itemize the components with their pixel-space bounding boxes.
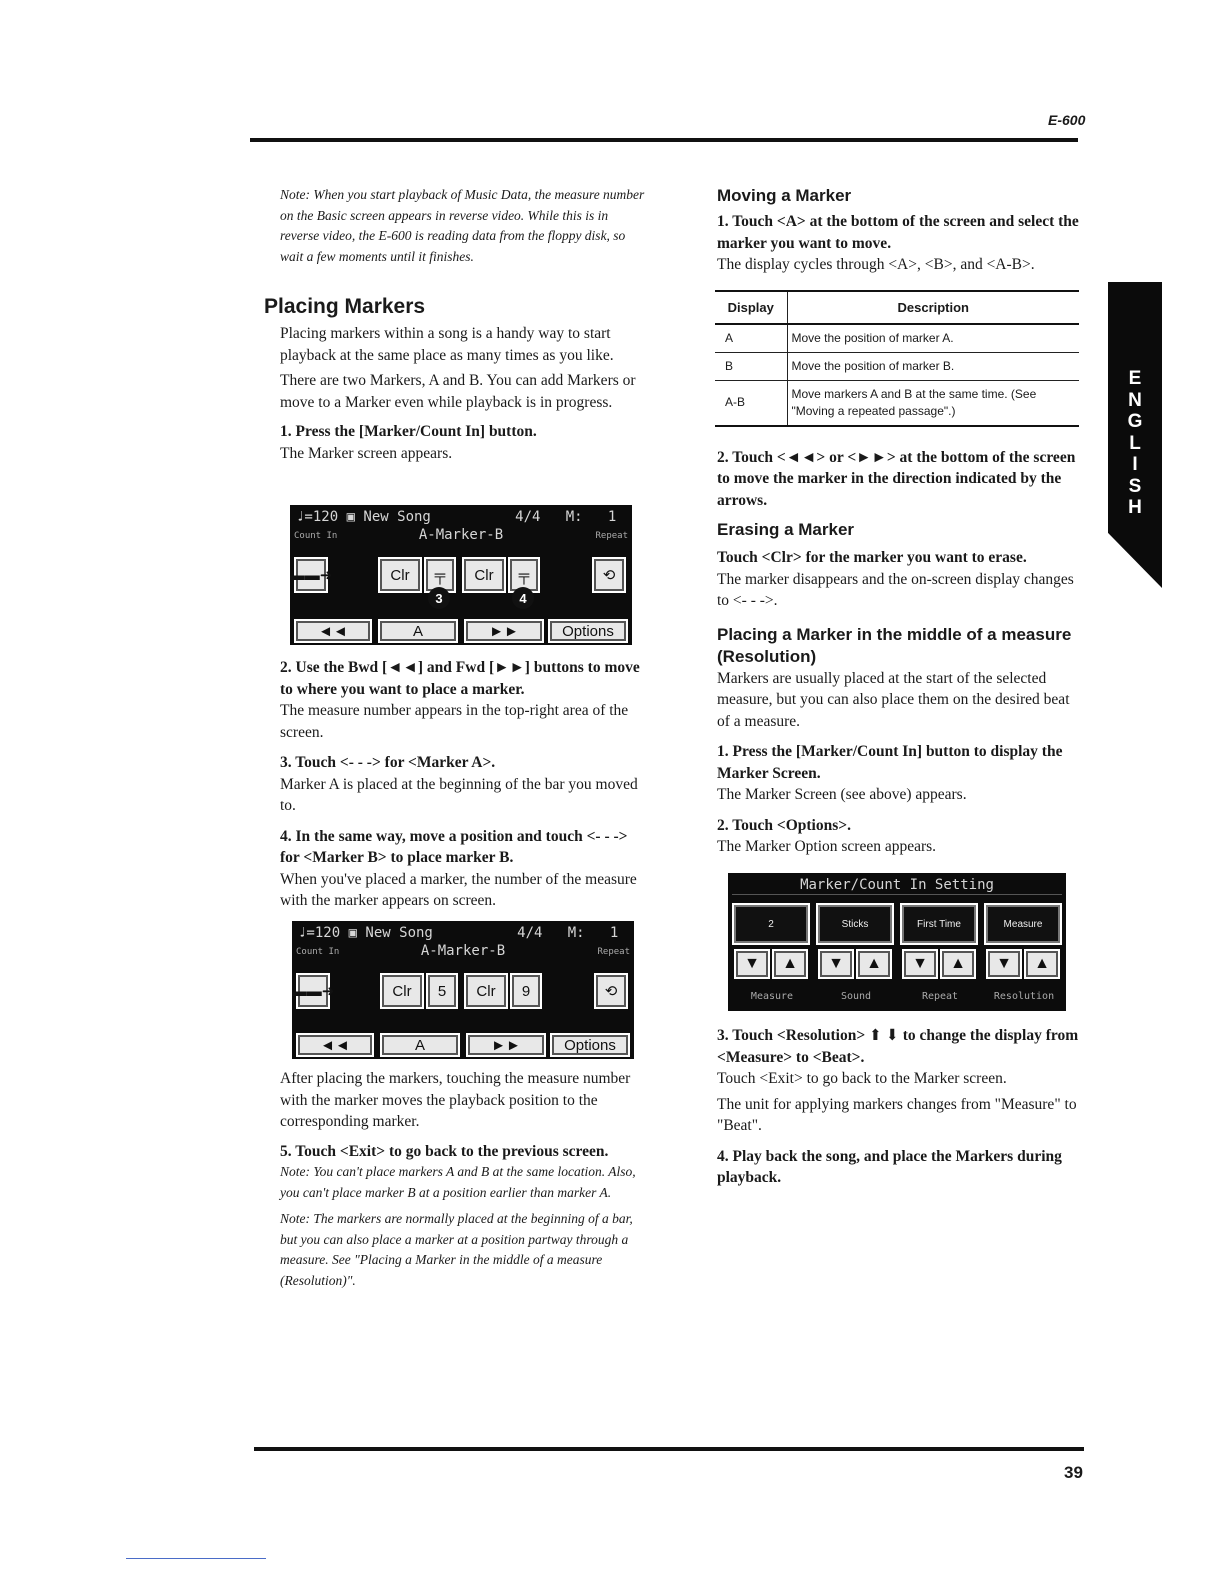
step1-body: The Marker screen appears. bbox=[280, 444, 453, 462]
count-in-button[interactable] bbox=[290, 557, 333, 593]
heading-erasing-marker: Erasing a Marker bbox=[717, 520, 855, 539]
step4-title: 4. In the same way, move a position and touch <- - -> for <Marker B> to place marker B. bbox=[280, 827, 628, 866]
fwd-button[interactable]: ►► bbox=[466, 1033, 546, 1057]
res-step3-body1: Touch <Exit> to go back to the Marker screen. bbox=[717, 1070, 1007, 1087]
marker-screen-1 bbox=[290, 505, 632, 645]
footer-rule bbox=[254, 1447, 1084, 1451]
page-number: 39 bbox=[1064, 1463, 1083, 1482]
heading-moving-marker: Moving a Marker bbox=[717, 186, 852, 205]
measure-value: 2 bbox=[732, 903, 810, 945]
header-rule bbox=[250, 138, 1078, 142]
res-step3-body2: The unit for applying markers changes from "Measure" to "Beat". bbox=[717, 1095, 1077, 1134]
step2-body: The measure number appears in the top-right area of the screen. bbox=[280, 702, 629, 741]
right-column bbox=[717, 185, 1079, 858]
left-column-steps bbox=[280, 657, 645, 912]
sound-down-button[interactable] bbox=[818, 949, 854, 979]
res-step4-title: 4. Play back the song, and place the Markers during playback. bbox=[717, 1147, 1062, 1186]
res-step3-title: 3. Touch <Resolution> ⬆ ⬇ to change the display from <Measure> to <Beat>. bbox=[717, 1027, 1079, 1066]
bwd-button[interactable]: ◄◄ bbox=[296, 1033, 374, 1057]
marker-select-button[interactable]: A bbox=[378, 619, 458, 643]
erase-title: Touch <Clr> for the marker you want to erase. bbox=[717, 549, 1027, 566]
step4-body: When you've placed a marker, the number of the measure with the marker appears on screen. bbox=[280, 870, 637, 909]
scan-artifact-line bbox=[126, 1558, 266, 1559]
table-cell-display: B bbox=[715, 352, 787, 380]
left-column bbox=[264, 185, 645, 464]
erase-body: The marker disappears and the on-screen display changes to <- - ->. bbox=[717, 570, 1074, 609]
note-playback: Note: When you start playback of Music Data, the measure number on the Basic screen appears in reverse video. While this is in reverse video, the E-600 is reading data from the floppy disk, so wait a few moments until it finishes. bbox=[280, 187, 645, 264]
marker-b-measure[interactable]: 9 bbox=[510, 973, 542, 1009]
marker-dash-icon: ╤ bbox=[434, 566, 446, 584]
options-button[interactable]: Options bbox=[548, 619, 628, 643]
measure-label: Measure bbox=[750, 991, 794, 1002]
marker-move-table bbox=[715, 290, 1079, 427]
step3-title: 3. Touch <- - -> for <Marker A>. bbox=[280, 754, 496, 771]
sound-label: Sound bbox=[840, 991, 872, 1002]
marker-dash-icon: ╤ bbox=[518, 566, 530, 584]
table-row bbox=[715, 324, 1079, 353]
arrow-down-icon: ▼ bbox=[744, 955, 760, 972]
table-row bbox=[715, 380, 1079, 426]
clr-a-button[interactable]: Clr bbox=[378, 557, 422, 593]
arrow-up-icon: ▲ bbox=[1034, 955, 1050, 972]
heading-placing-markers: Placing Markers bbox=[264, 295, 426, 318]
clr-b-button[interactable]: Clr bbox=[462, 557, 506, 593]
table-cell-display: A-B bbox=[715, 380, 787, 426]
options-button[interactable]: Options bbox=[550, 1033, 630, 1057]
lcd-status-line: ♩=120 ▣ New Song 4/4 M: 1 bbox=[296, 509, 617, 525]
repeat-icon: ⟲ bbox=[602, 567, 616, 584]
note-resolution: Note: The markers are normally placed at the beginning of a bar, but you can also place a marker at a position partway through a measure. See "Placing a Marker in the middle of a measure (Resolution)". bbox=[280, 1211, 633, 1288]
res-step2-body: The Marker Option screen appears. bbox=[717, 838, 937, 855]
lcd-status-line: ♩=120 ▣ New Song 4/4 M: 1 bbox=[298, 925, 619, 941]
table-cell-description: Move markers A and B at the same time. (See "Moving a repeated passage".) bbox=[787, 380, 1079, 426]
repeat-up-button[interactable] bbox=[940, 949, 976, 979]
measure-up-button[interactable] bbox=[772, 949, 808, 979]
marker-label: A-Marker-B bbox=[420, 943, 506, 959]
repeat-button[interactable] bbox=[594, 973, 628, 1009]
resolution-label: Resolution bbox=[993, 991, 1055, 1002]
count-in-label: Count In bbox=[294, 531, 338, 541]
arrow-down-icon: ▼ bbox=[996, 955, 1012, 972]
sound-up-button[interactable] bbox=[856, 949, 892, 979]
table-row bbox=[715, 352, 1079, 380]
arrow-up-icon: ▲ bbox=[866, 955, 882, 972]
resolution-value: Measure bbox=[984, 903, 1062, 945]
callout-badge-3: 3 bbox=[428, 587, 450, 609]
intro-paragraph-2: There are two Markers, A and B. You can add Markers or move to a Marker even while playback is in progress. bbox=[280, 372, 636, 411]
move-step1-body: The display cycles through <A>, <B>, and <A-B>. bbox=[717, 256, 1035, 273]
table-cell-description: Move the position of marker A. bbox=[787, 324, 1079, 353]
repeat-button[interactable] bbox=[592, 557, 626, 593]
callout-badge-4: 4 bbox=[512, 587, 534, 609]
table-header-display: Display bbox=[715, 291, 787, 324]
resolution-intro: Markers are usually placed at the start of the selected measure, but you can also place them on the desired beat of a measure. bbox=[717, 669, 1070, 730]
fwd-button[interactable]: ►► bbox=[464, 619, 544, 643]
move-step1-title: 1. Touch <A> at the bottom of the screen and select the marker you want to move. bbox=[717, 213, 1079, 252]
count-in-icon: ▬▬➜ bbox=[290, 567, 333, 584]
note-same-location: Note: You can't place markers A and B at the same location. Also, you can't place marker B at a position earlier than marker A. bbox=[280, 1164, 636, 1200]
res-step1-title: 1. Press the [Marker/Count In] button to display the Marker Screen. bbox=[717, 743, 1063, 782]
option-screen-title: Marker/Count In Setting bbox=[732, 877, 1062, 895]
res-step2-title: 2. Touch <Options>. bbox=[717, 816, 851, 834]
marker-label: A-Marker-B bbox=[418, 527, 504, 543]
repeat-label: Repeat bbox=[921, 991, 959, 1002]
marker-select-button[interactable]: A bbox=[380, 1033, 460, 1057]
left-column-bottom bbox=[280, 1068, 645, 1291]
repeat-value: First Time bbox=[900, 903, 978, 945]
heading-resolution: Placing a Marker in the middle of a measure (Resolution) bbox=[717, 624, 1072, 666]
right-column-bottom bbox=[717, 1025, 1079, 1189]
side-tab-label: E N G L I S H bbox=[1127, 368, 1143, 518]
arrow-up-icon: ▲ bbox=[950, 955, 966, 972]
count-in-label: Count In bbox=[296, 947, 340, 957]
table-cell-description: Move the position of marker B. bbox=[787, 352, 1079, 380]
resolution-down-button[interactable] bbox=[986, 949, 1022, 979]
step2-title: 2. Use the Bwd [◄◄] and Fwd [►►] buttons to move to where you want to place a marker. bbox=[280, 659, 640, 698]
repeat-down-button[interactable] bbox=[902, 949, 938, 979]
model-name: E-600 bbox=[1048, 112, 1086, 128]
repeat-label: Repeat bbox=[595, 531, 628, 541]
step3-body: Marker A is placed at the beginning of the bar you moved to. bbox=[280, 775, 638, 814]
resolution-up-button[interactable] bbox=[1024, 949, 1060, 979]
clr-a-button[interactable]: Clr bbox=[380, 973, 424, 1009]
repeat-icon: ⟲ bbox=[604, 983, 618, 1000]
table-header-description: Description bbox=[787, 291, 1079, 324]
sound-value: Sticks bbox=[816, 903, 894, 945]
step5-title: 5. Touch <Exit> to go back to the previous screen. bbox=[280, 1142, 609, 1160]
move-step2-title: 2. Touch <◄◄> or <►►> at the bottom of the screen to move the marker in the direction indicated by the arrows. bbox=[717, 448, 1076, 509]
table-cell-display: A bbox=[715, 324, 787, 353]
step1-title: 1. Press the [Marker/Count In] button. bbox=[280, 423, 537, 440]
repeat-label: Repeat bbox=[597, 947, 630, 957]
arrow-up-icon: ▲ bbox=[782, 955, 798, 972]
arrow-down-icon: ▼ bbox=[828, 955, 844, 972]
count-in-icon: ▬▬➜ bbox=[292, 983, 335, 1000]
bwd-button[interactable]: ◄◄ bbox=[294, 619, 372, 643]
arrow-down-icon: ▼ bbox=[912, 955, 928, 972]
after-placing-text: After placing the markers, touching the measure number with the marker moves the playback position to the corresponding marker. bbox=[280, 1070, 631, 1130]
count-in-button[interactable] bbox=[292, 973, 335, 1009]
marker-a-measure[interactable]: 5 bbox=[426, 973, 458, 1009]
marker-screen-2 bbox=[292, 921, 634, 1059]
res-step1-body: The Marker Screen (see above) appears. bbox=[717, 786, 967, 803]
measure-down-button[interactable] bbox=[734, 949, 770, 979]
intro-paragraph-1: Placing markers within a song is a handy way to start playback at the same place as many times as you like. bbox=[280, 325, 614, 364]
clr-b-button[interactable]: Clr bbox=[464, 973, 508, 1009]
marker-option-screen bbox=[728, 873, 1066, 1011]
